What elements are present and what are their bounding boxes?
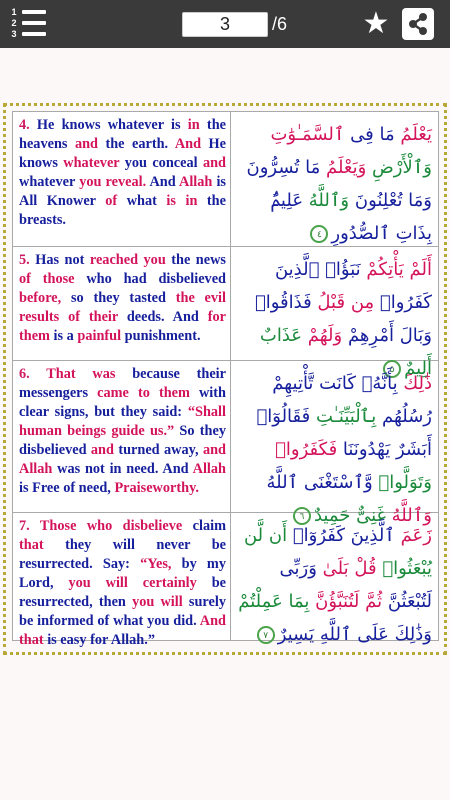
arabic-text: وَرَبِّى لَتُبْعَثُنَّ [279, 558, 432, 612]
verse-row[interactable] [13, 513, 438, 648]
translation-cell [13, 513, 231, 648]
star-icon: ★ [362, 6, 390, 41]
translation-text: you conceal [119, 155, 203, 171]
translation-text: the earth. [98, 136, 175, 152]
arabic-text: وَٱللَّهُ [303, 190, 350, 211]
verse-number: 7. [19, 518, 30, 534]
translation-text: Allah [192, 461, 226, 477]
translation-cell [13, 361, 231, 512]
bookmark-star-button[interactable] [360, 8, 392, 40]
translation-text: and [74, 136, 98, 152]
translation-text: came to them [97, 385, 190, 401]
translation-text: the breasts. [19, 193, 226, 228]
translation-text: you will certainly [68, 575, 197, 591]
arabic-text: عَلِيمٌۢ بِذَاتِ ٱلصُّدُورِ [270, 190, 432, 244]
translation-text: the heavens [19, 117, 226, 152]
arabic-text: وَذَٰلِكَ عَلَى ٱللَّهِ يَسِيرٌ [277, 624, 432, 645]
arabic-text: مِن قَبْلُ [311, 292, 375, 313]
arabic-text: ٱلَّذِينَ كَفَرُوٓا۟ [287, 525, 395, 546]
arabic-text: بِأَنَّهُۥ كَانَت تَّأْتِيهِمْ رُسُلُهُم [272, 373, 432, 427]
translation-text: That was [29, 366, 116, 382]
arabic-text: ثُمَّ لَتُنَبَّؤُنَّ [309, 591, 383, 612]
translation-text: of [105, 193, 118, 209]
translation-text: with clear signs, but they said: [19, 385, 226, 420]
arabic-text: فَكَفَرُوا۟ [275, 439, 338, 460]
translation-text: painful [77, 328, 122, 344]
translation-text: deeds. And [117, 309, 208, 325]
arabic-cell [233, 247, 438, 379]
share-button[interactable] [402, 8, 434, 40]
translation-text: and Allah [19, 442, 226, 477]
translation-text: whatever [63, 155, 120, 171]
translation-text: so they tasted [61, 290, 176, 306]
arabic-text: عَذَابٌ أَلِيمٌ [259, 325, 432, 379]
translation-text: you reveal. [79, 174, 147, 190]
translation-text: is in [166, 193, 198, 209]
arabic-text: وَٱلْأَرْضِ [366, 157, 432, 178]
translation-text: who had disbelieved [74, 271, 226, 287]
translation-text: He knows [19, 136, 227, 171]
translation-text: is Free of need, [19, 480, 115, 496]
translation-text: And that [19, 613, 226, 648]
translation-text: surely be informed of what you did. [19, 594, 226, 629]
translation-text: And [174, 136, 202, 152]
arabic-text: وَلَهُمْ [302, 325, 343, 346]
arabic-text: مَا تُسِرُّونَ وَمَا تُعْلِنُونَ [246, 157, 432, 211]
arabic-text: فَذَاقُوا۟ وَبَالَ أَمْرِهِمْ [254, 292, 432, 346]
verse-end-marker-icon: ٥ [383, 360, 401, 378]
translation-text: was not in need. And [52, 461, 193, 477]
verse-end-marker-icon: ٧ [257, 626, 275, 644]
arabic-text: أَن لَّن يُبْعَثُوا۟ [243, 525, 432, 579]
arabic-text: وَٱللَّهُ [385, 505, 432, 526]
translation-text: is a [49, 328, 78, 344]
translation-text: He knows whatever is [29, 117, 188, 133]
verse-end-marker-icon: ٤ [310, 225, 328, 243]
share-icon [402, 8, 434, 40]
page-number-input[interactable]: 3 [182, 12, 268, 37]
translation-text: is easy for Allah.” [43, 632, 155, 648]
numbered-list-icon [8, 7, 20, 40]
translation-text: for them [19, 309, 226, 344]
arabic-text: يَعْلَمُ [394, 124, 432, 145]
arabic-text: مَا فِى [344, 124, 395, 145]
arabic-text: بِٱلْبَيِّنَـٰتِ [310, 406, 377, 427]
verse-table [12, 111, 439, 648]
translation-text: reached you [89, 252, 166, 268]
list-digit-two: 2 [11, 18, 17, 28]
translation-text: what [117, 193, 167, 209]
arabic-text: غَنِىٌّ حَمِيدٌ [313, 505, 386, 526]
translation-text: and [90, 442, 114, 458]
translation-text: “Shall human beings guide us.” [19, 404, 226, 439]
arabic-cell [233, 361, 438, 526]
translation-text: “Yes, [140, 556, 172, 572]
arabic-text: بِمَا عَمِلْتُمْ [238, 591, 310, 612]
translation-text: turned away, [113, 442, 203, 458]
arabic-text: وَّٱسْتَغْنَى ٱللَّهُ [266, 472, 373, 493]
translation-text: whatever [19, 174, 80, 190]
arabic-cell [233, 513, 438, 645]
arabic-text: أَلَمْ يَأْتِكُمْ [360, 259, 432, 280]
verse-number: 5. [19, 252, 30, 268]
translation-text: punishment. [121, 328, 201, 344]
translation-text: Allah [179, 174, 213, 190]
translation-text: Praiseworthy. [114, 480, 200, 496]
page-total-label: /6 [272, 14, 288, 34]
menu-bar [22, 10, 46, 14]
translation-cell [13, 112, 231, 246]
translation-text: Those who disbelieve [29, 518, 183, 534]
verse-number: 6. [19, 366, 30, 382]
translation-text: they will never be resurrected. Say: [19, 537, 226, 572]
list-digit-three: 3 [11, 29, 17, 39]
arabic-text: قُلْ بَلَىٰ [316, 558, 377, 579]
top-toolbar [0, 0, 450, 48]
verse-list-menu-button[interactable] [8, 7, 48, 41]
translation-text: And [146, 174, 179, 190]
translation-text: claim [182, 518, 226, 534]
arabic-text: وَتَوَلَّوا۟ [372, 472, 432, 493]
translation-text: in [187, 117, 200, 133]
translation-cell [13, 247, 231, 360]
translation-text: before, [19, 290, 62, 306]
translation-text: is All Knower [19, 174, 226, 209]
translation-text: the news [165, 252, 226, 268]
translation-text: by my Lord, [19, 556, 226, 591]
arabic-text: وَيَعْلَمُ [320, 157, 367, 178]
translation-text: and [202, 155, 226, 171]
arabic-text: فَقَالُوٓا۟ أَبَشَرٌ يَهْدُونَنَا [256, 406, 432, 460]
arabic-cell [233, 112, 438, 246]
translation-text: Has not [29, 252, 90, 268]
translation-text: the evil results of their [19, 290, 226, 325]
translation-text: of those [19, 271, 75, 287]
verse-number: 4. [19, 117, 30, 133]
menu-bar [22, 21, 46, 25]
translation-text: because their messengers [19, 366, 226, 401]
arabic-text: ذَٰلِكَ [397, 373, 432, 394]
translation-text: So they disbelieved [19, 423, 226, 458]
list-digit-one: 1 [11, 7, 17, 17]
translation-text: that [19, 537, 44, 553]
verse-row[interactable] [13, 112, 438, 247]
menu-bar [22, 32, 46, 36]
verse-end-marker-icon: ٦ [293, 507, 311, 525]
translation-text: be resurrected, then [19, 575, 226, 610]
arabic-text: نَبَؤُا۟ ٱلَّذِينَ كَفَرُوا۟ [274, 259, 432, 313]
translation-text: you will [132, 594, 183, 610]
arabic-text: ٱلسَّمَـٰوَٰتِ [270, 124, 345, 145]
arabic-text: زَعَمَ [394, 525, 432, 546]
